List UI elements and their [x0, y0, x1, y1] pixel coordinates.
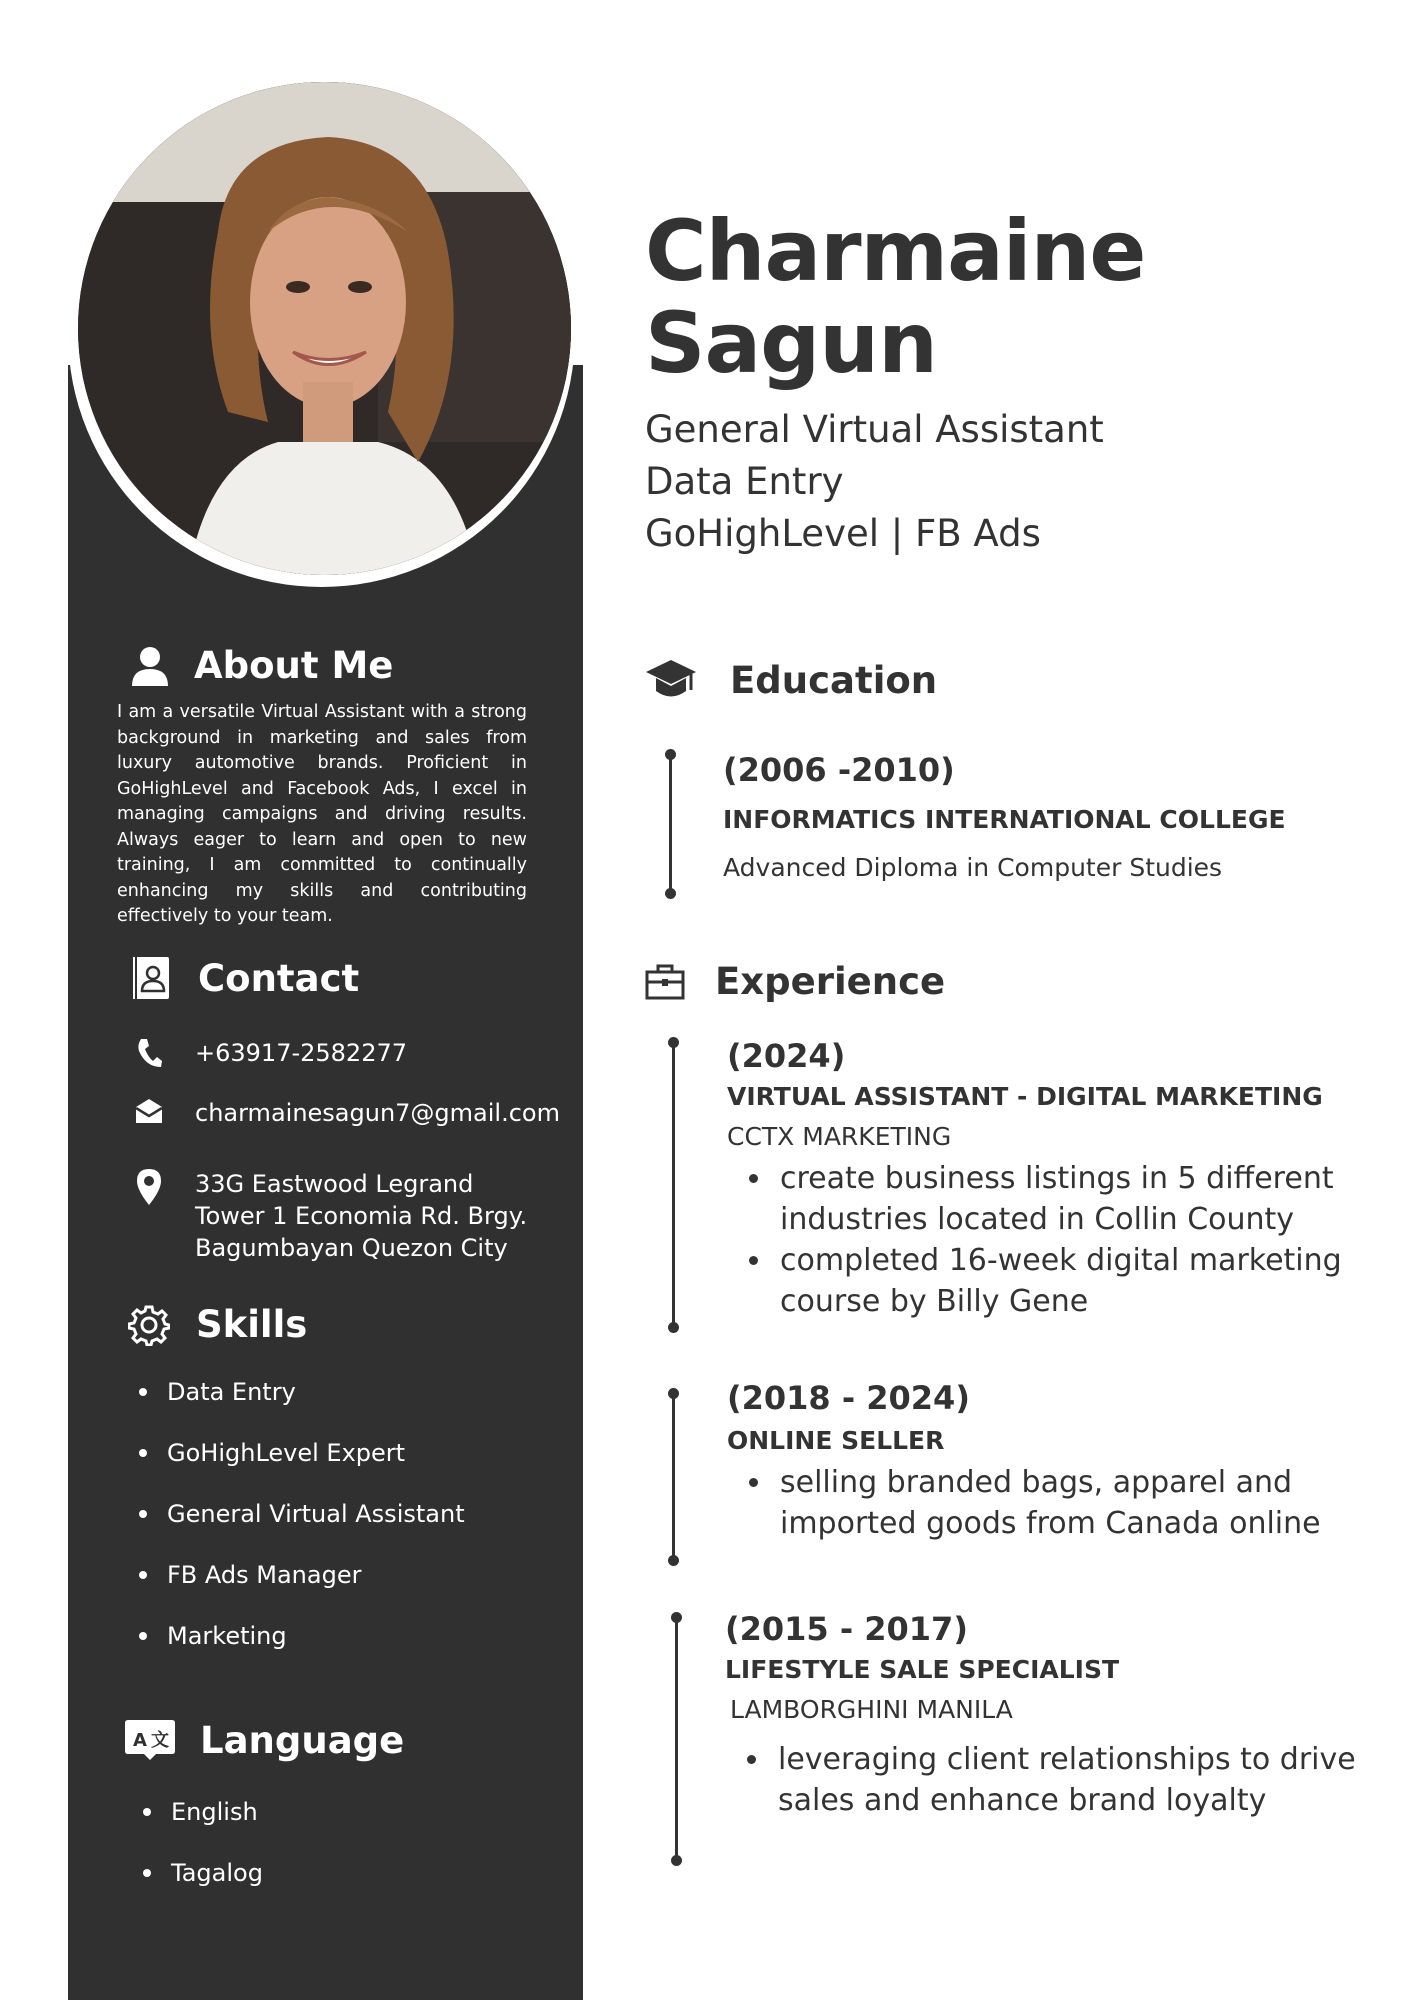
- timeline: [667, 1388, 679, 1566]
- contact-card-icon: [130, 956, 170, 1000]
- experience-heading: [645, 960, 945, 1003]
- contact-email-row: [130, 1097, 560, 1135]
- person-icon: [130, 646, 170, 686]
- duty-item: completed 16-week digital marketing course by Billy Gene: [727, 1240, 1367, 1322]
- about-text: I am a versatile Virtual Assistant with a strong background in marketing and sales from luxury automotive brands. Proficient in GoHighLevel and Facebook Ads, I excel in managing campaigns and driving results. Always eager to learn and open to new training, I am committed to continually enhancing my skills and contributing effectively to your team.: [117, 702, 527, 926]
- about-heading: [130, 644, 393, 687]
- gear-icon: [128, 1304, 170, 1346]
- contact-phone-row: [130, 1037, 407, 1075]
- education-entry: [723, 748, 1286, 890]
- degree-name: Advanced Diploma in Computer Studies: [723, 853, 1223, 882]
- translate-icon: [124, 1718, 176, 1762]
- entry-period: (2006 -2010): [723, 751, 955, 789]
- email-address[interactable]: charmainesagun7@gmail.com: [195, 1099, 560, 1127]
- role-line: GoHighLevel | FB Ads: [645, 512, 1041, 555]
- phone-number[interactable]: +63917-2582277: [195, 1039, 408, 1067]
- duty-item: leveraging client relationships to drive sales and enhance brand loyalty: [725, 1739, 1365, 1821]
- skill-item: GoHighLevel Expert: [130, 1437, 465, 1498]
- job-title: VIRTUAL ASSISTANT - DIGITAL MARKETING: [727, 1082, 1323, 1111]
- role-line: Data Entry: [645, 460, 844, 503]
- svg-text:文: 文: [151, 1730, 169, 1751]
- language-item: Tagalog: [134, 1857, 263, 1918]
- envelope-icon: [130, 1097, 168, 1135]
- timeline: [664, 749, 676, 899]
- skill-item: Marketing: [130, 1620, 465, 1681]
- about-title: About Me: [194, 644, 394, 687]
- profile-photo: [78, 82, 571, 575]
- timeline: [670, 1612, 682, 1866]
- phone-icon: [130, 1037, 168, 1075]
- duty-list: [727, 1462, 1367, 1544]
- skills-heading: [128, 1303, 307, 1346]
- timeline: [667, 1037, 679, 1333]
- address-line: Bagumbayan Quezon City: [195, 1234, 508, 1262]
- language-title: Language: [200, 1718, 405, 1762]
- duty-list: [727, 1158, 1367, 1322]
- duty-item: create business listings in 5 different industries located in Collin County: [727, 1158, 1367, 1240]
- language-list: [134, 1796, 263, 1918]
- skills-list: [130, 1376, 465, 1681]
- entry-period: (2018 - 2024): [727, 1379, 970, 1417]
- school-name: INFORMATICS INTERNATIONAL COLLEGE: [723, 805, 1286, 834]
- skill-item: Data Entry: [130, 1376, 465, 1437]
- education-title: Education: [730, 658, 938, 702]
- experience-title: Experience: [715, 960, 946, 1003]
- company-name: CCTX MARKETING: [727, 1122, 952, 1151]
- duty-item: selling branded bags, apparel and imported goods from Canada online: [727, 1462, 1367, 1544]
- language-heading: [124, 1718, 404, 1762]
- first-name: Charmaine: [645, 202, 1146, 300]
- experience-entry: [727, 1034, 1367, 1322]
- entry-period: (2024): [727, 1037, 846, 1075]
- education-heading: [645, 658, 937, 702]
- job-title: LIFESTYLE SALE SPECIALIST: [725, 1655, 1120, 1684]
- contact-title: Contact: [198, 956, 360, 1000]
- role-line: General Virtual Assistant: [645, 408, 1104, 451]
- company-name: LAMBORGHINI MANILA: [730, 1695, 1013, 1724]
- svg-text:A: A: [133, 1730, 147, 1751]
- contact-address-row: [130, 1168, 527, 1264]
- language-item: English: [134, 1796, 263, 1857]
- last-name: Sagun: [645, 294, 937, 392]
- experience-entry: [727, 1376, 1367, 1544]
- experience-entry: [725, 1607, 1365, 1821]
- briefcase-icon: [645, 962, 685, 1002]
- graduation-cap-icon: [645, 658, 697, 702]
- contact-heading: [130, 956, 359, 1000]
- duty-list: [725, 1739, 1365, 1821]
- skills-title: Skills: [196, 1303, 308, 1346]
- address-line: 33G Eastwood Legrand: [195, 1170, 474, 1198]
- candidate-name: [645, 202, 1146, 392]
- location-pin-icon: [130, 1168, 168, 1206]
- address: [195, 1168, 527, 1264]
- address-line: Tower 1 Economia Rd. Brgy.: [195, 1202, 528, 1230]
- job-title: ONLINE SELLER: [727, 1426, 945, 1455]
- skill-item: General Virtual Assistant: [130, 1498, 465, 1559]
- role-list: [645, 404, 1104, 560]
- entry-period: (2015 - 2017): [725, 1610, 968, 1648]
- skill-item: FB Ads Manager: [130, 1559, 465, 1620]
